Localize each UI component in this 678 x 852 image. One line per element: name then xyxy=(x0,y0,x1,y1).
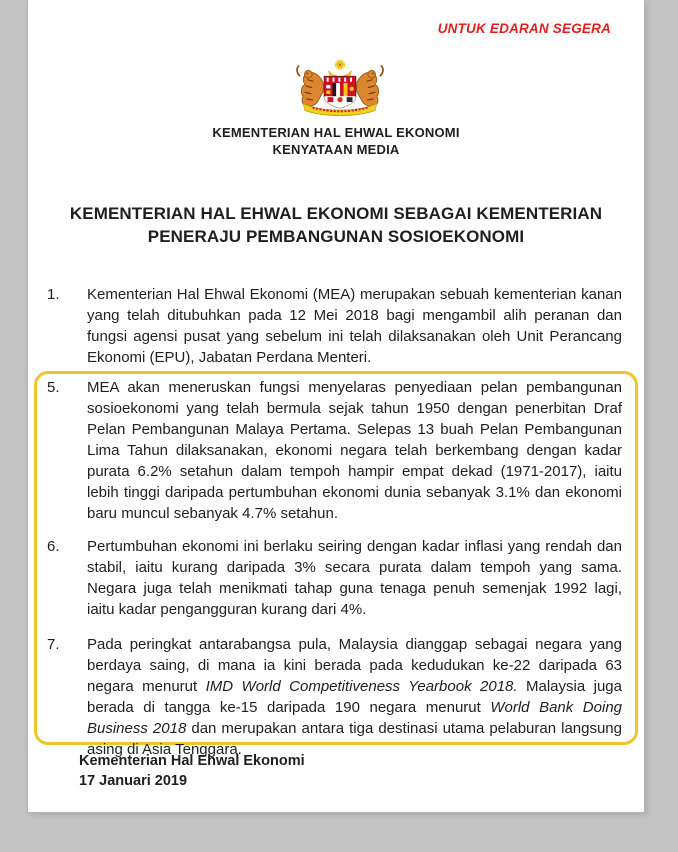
publication-reference: IMD World Competitiveness Yearbook 2018. xyxy=(205,678,518,695)
malaysia-coat-of-arms-icon xyxy=(290,55,390,121)
publication-reference: World Bank Doing Business 2018 xyxy=(87,699,622,737)
ministry-name: KEMENTERIAN HAL EHWAL EKONOMI xyxy=(212,125,460,140)
paragraph-item-5 xyxy=(47,377,622,524)
paragraph-text xyxy=(87,634,622,760)
media-statement-label: KENYATAAN MEDIA xyxy=(272,142,400,157)
document-page xyxy=(28,0,644,812)
paragraph-text-segment: Malaysia juga berada di tangga ke-15 daripada 190 negara menurut xyxy=(87,678,622,716)
document-footer xyxy=(79,751,305,791)
paragraph-item-7 xyxy=(47,634,622,760)
document-title-line1: KEMENTERIAN HAL EHWAL EKONOMI SEBAGAI KEMENTERIAN xyxy=(69,204,603,223)
paragraph-text: MEA akan meneruskan fungsi menyelaras penyediaan pelan pembangunan sosioekonomi yang telah bermula sejak tahun 1950 dengan penerbitan Draf Pelan Pembangunan Malaya Pertama. Selepas 13 buah Pelan Pembangunan Lima Tahun dilaksanakan, ekonomi negara telah berkembang dengan kadar purata 6.2% setahun dalam tempoh hampir empat dekad (1971-2017), iaitu lebih tinggi daripada pertumbuhan ekonomi dunia sebanyak 3.1% dan ekonomi baru muncul sebanyak 4.7% setahun. xyxy=(87,379,622,522)
document-title-line2: PENERAJU PEMBANGUNAN SOSIOEKONOMI xyxy=(147,227,525,246)
paragraph-item-1 xyxy=(47,284,622,368)
paragraph-number: 1. xyxy=(47,286,60,303)
urgency-notice: UNTUK EDARAN SEGERA xyxy=(437,21,611,36)
footer-organization: Kementerian Hal Ehwal Ekonomi xyxy=(79,753,305,769)
paragraph-number: 5. xyxy=(47,379,60,396)
paragraph-text-segment: dan merupakan antara tiga destinasi utama pelaburan langsung asing di Asia Tenggara. xyxy=(87,720,622,758)
paragraph-number: 6. xyxy=(47,538,60,555)
footer-date: 17 Januari 2019 xyxy=(79,773,188,789)
paragraph-item-6 xyxy=(47,536,622,620)
paragraph-number: 7. xyxy=(47,636,60,653)
paragraph-text-segment: Pada peringkat antarabangsa pula, Malaysia dianggap sebagai negara yang berdaya saing, di mana ia kini berada pada kedudukan ke-22 daripada 63 negara menurut xyxy=(87,636,622,695)
paragraph-text: Pertumbuhan ekonomi ini berlaku seiring dengan kadar inflasi yang rendah dan stabil, iaitu kurang daripada 3% secara purata dalam tempoh yang sama. Negara juga telah menikmati tahap guna tenaga penuh semenjak 1992 lagi, iaitu kadar pengangguran kurang dari 4%. xyxy=(87,538,622,618)
paragraph-text: Kementerian Hal Ehwal Ekonomi (MEA) merupakan sebuah kementerian kanan yang telah ditubuhkan pada 12 Mei 2018 bagi mengambil alih peranan dan fungsi agensi pusat yang sebelum ini telah dilaksanakan oleh Unit Perancang Ekonomi (EPU), Jabatan Perdana Menteri. xyxy=(87,286,622,366)
document-title xyxy=(28,202,644,248)
